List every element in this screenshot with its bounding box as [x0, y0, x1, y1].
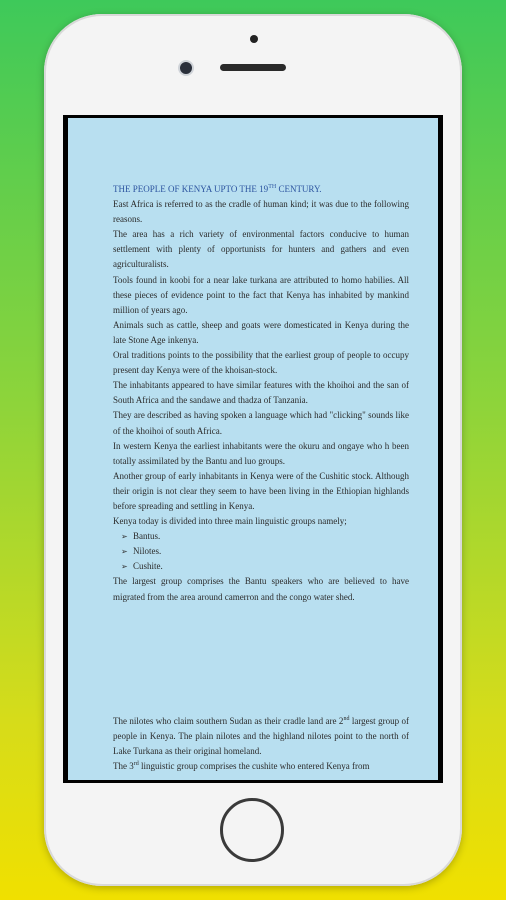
linguistic-groups-list	[113, 529, 409, 574]
document-title: THE PEOPLE OF KENYA UPTO THE 19TH CENTURY.	[113, 184, 322, 194]
paragraph: Oral traditions points to the possibility that the earliest group of people to occupy present day Kenya were of the khoisan-stock.	[113, 350, 409, 376]
list-item: ➢ Cushite.	[121, 559, 409, 574]
paragraph: Kenya today is divided into three main linguistic groups namely;	[113, 516, 347, 527]
paragraph: The largest group comprises the Bantu speakers who are believed to have migrated from the area around camerron and the congo water shed.	[113, 576, 409, 602]
paragraph: Tools found in koobi for a near lake turkana are attributed to homo habilies. All these pieces of evidence point to the fact that Kenya has inhabited by mankind million of years ago.	[113, 274, 409, 315]
arrow-bullet-icon: ➢	[121, 562, 128, 572]
front-camera	[180, 62, 192, 74]
list-item: ➢ Bantus.	[121, 529, 409, 544]
paragraph: Animals such as cattle, sheep and goats were domesticated in Kenya during the late Stone Age inkenya.	[113, 319, 409, 345]
home-button[interactable]	[220, 798, 284, 862]
document-content-next-page	[113, 714, 409, 774]
paragraph: They are described as having spoken a language which had "clicking" sounds like of the khoihoi of south Africa.	[113, 410, 409, 436]
paragraph: The area has a rich variety of environmental factors conducive to human settlement with plenty of opportunists for hunters and gathers and even agriculturalists.	[113, 229, 409, 270]
paragraph: The inhabitants appeared to have similar features with the khoihoi and the san of South Africa and the sandawe and thadza of Tanzania.	[113, 380, 409, 406]
phone-screen	[63, 115, 443, 783]
paragraph: The nilotes who claim southern Sudan as their cradle land are 2nd largest group of people in Kenya. The plain nilotes and the highland nilotes point to the north of Lake Turkana as their original homeland.	[113, 716, 409, 757]
list-item: ➢ Nilotes.	[121, 544, 409, 559]
document-page[interactable]	[68, 118, 438, 780]
document-content	[113, 182, 409, 605]
paragraph: The 3rd linguistic group comprises the cushite who entered Kenya from	[113, 761, 370, 772]
proximity-sensor	[250, 35, 258, 43]
arrow-bullet-icon: ➢	[121, 532, 128, 542]
paragraph: In western Kenya the earliest inhabitants were the okuru and ongaye who h been totally assimilated by the Bantu and luo groups.	[113, 440, 409, 466]
paragraph: East Africa is referred to as the cradle of human kind; it was due to the following reasons.	[113, 199, 409, 225]
arrow-bullet-icon: ➢	[121, 547, 128, 557]
earpiece-speaker	[220, 64, 286, 71]
paragraph: Another group of early inhabitants in Kenya were of the Cushitic stock. Although their origin is not clear they seem to have been living in the Ethiopian highlands before spreading and settling in Kenya.	[113, 470, 409, 511]
